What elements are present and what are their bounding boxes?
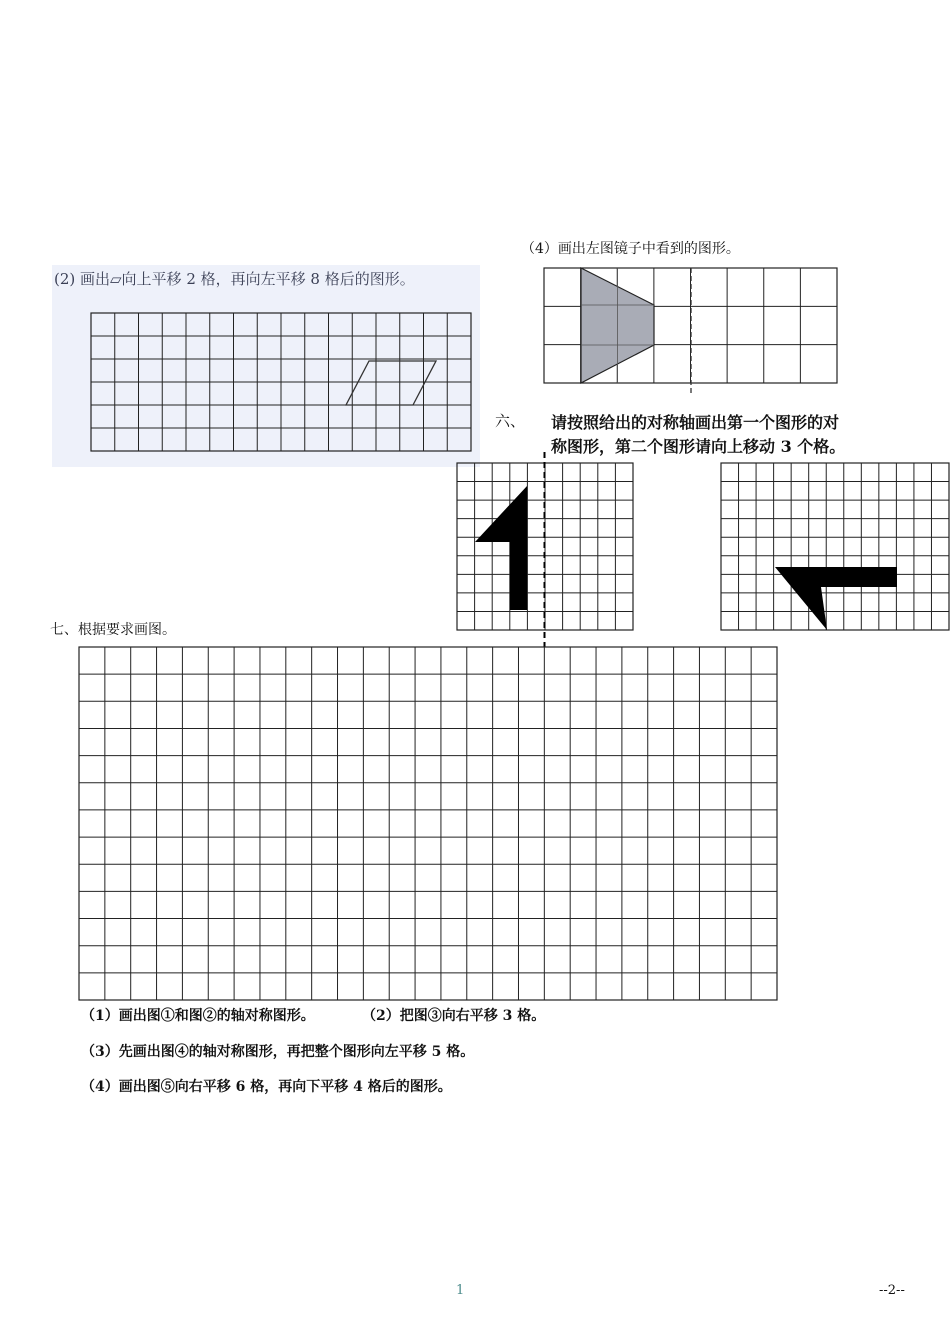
q2-scan-image bbox=[52, 265, 480, 467]
section6-line2: 称图形，第二个图形请向上移动 3 个格。 bbox=[551, 437, 846, 456]
s7-grid bbox=[79, 647, 779, 1002]
q4-title: （4）画出左图镜子中看到的图形。 bbox=[521, 241, 740, 257]
s6-arrow-shape bbox=[457, 463, 637, 633]
q4-mirror-line bbox=[690, 268, 694, 393]
s7-instruction-4: （4）画出图⑤向右平移 6 格，再向下平移 4 格后的图形。 bbox=[81, 1079, 452, 1095]
section6-line1: 请按照给出的对称轴画出第一个图形的对 bbox=[551, 413, 840, 432]
section7-title: 七、根据要求画图。 bbox=[50, 622, 176, 638]
s7-instruction-3: （3）先画出图④的轴对称图形，再把整个图形向左平移 5 格。 bbox=[81, 1044, 475, 1060]
s6-symmetry-axis bbox=[543, 452, 547, 647]
footer-page-label: --2-- bbox=[879, 1283, 905, 1298]
q2-title: (2) 画出▱向上平移 2 格，再向左平移 8 格后的图形。 bbox=[54, 270, 415, 288]
s6-flag-shape bbox=[721, 463, 950, 633]
s7-instruction-2: （2）把图③向右平移 3 格。 bbox=[362, 1008, 546, 1024]
q2-parallelogram bbox=[91, 313, 471, 453]
s7-instruction-1: （1）画出图①和图②的轴对称图形。 bbox=[81, 1008, 315, 1024]
footer-center-number: 1 bbox=[456, 1283, 465, 1298]
section6-number: 六、 bbox=[495, 412, 526, 430]
